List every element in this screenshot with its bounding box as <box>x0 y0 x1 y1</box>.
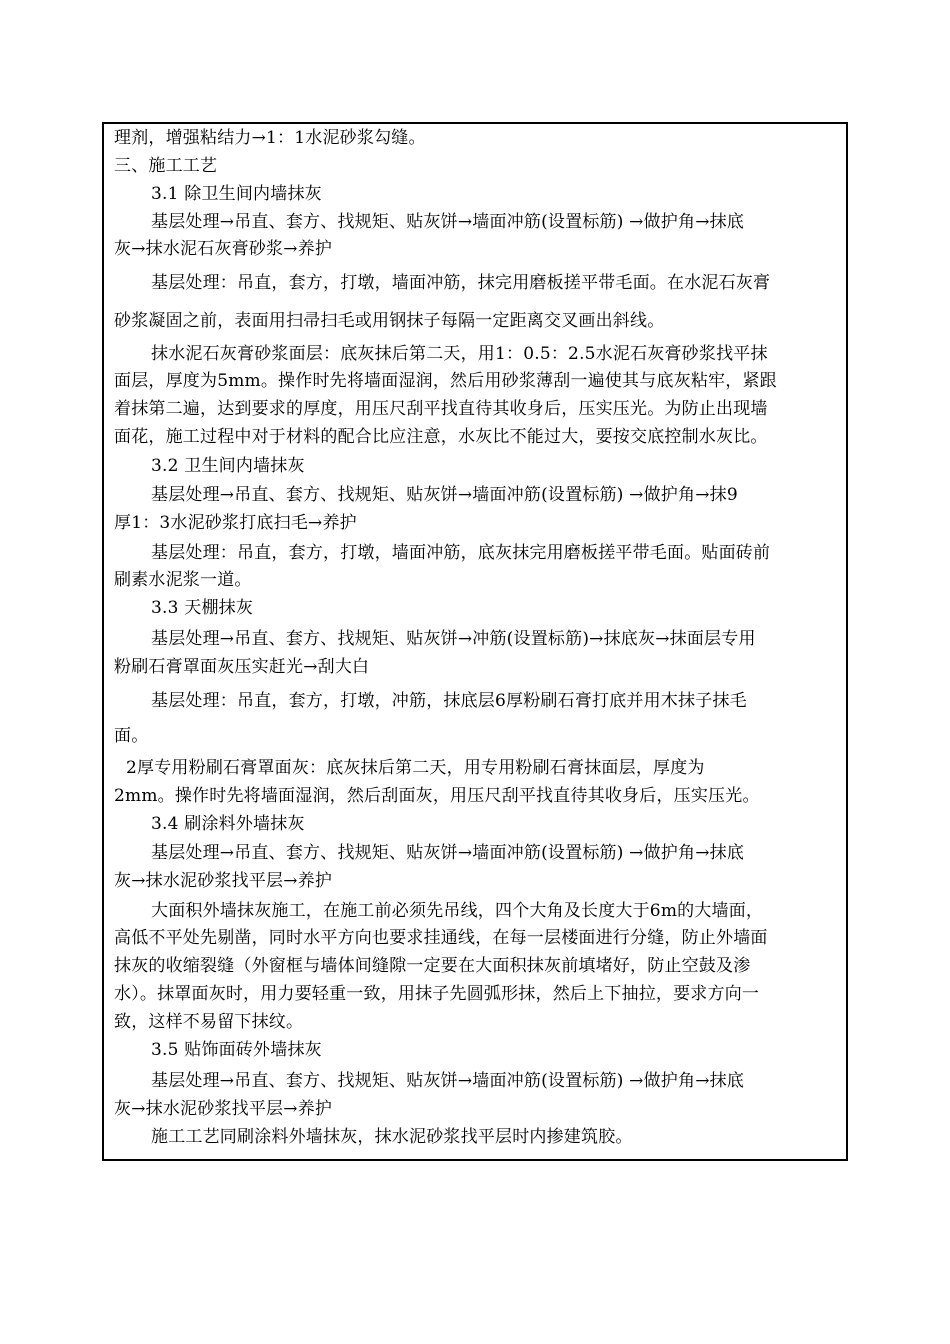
text-line: 砂浆凝固之前，表面用扫帚扫毛或用钢抹子每隔一定距离交叉画出斜线。 <box>114 311 665 331</box>
text-line: 施工工艺同刷涂料外墙抹灰，抹水泥砂浆找平层时内掺建筑胶。 <box>151 1127 633 1147</box>
text-line: 理剂，增强粘结力→1：1水泥砂浆勾缝。 <box>114 128 426 148</box>
text-line: 灰→抹水泥砂浆找平层→养护 <box>114 1099 333 1119</box>
section-heading: 三、施工工艺 <box>114 156 218 176</box>
text-line: 灰→抹水泥石灰膏砂浆→养护 <box>114 239 333 259</box>
text-line: 基层处理→吊直、套方、找规矩、贴灰饼→墙面冲筋(设置标筋) →做护角→抹底 <box>151 1071 745 1091</box>
text-line: 基层处理→吊直、套方、找规矩、贴灰饼→冲筋(设置标筋)→抹底灰→抹面层专用 <box>151 629 756 649</box>
text-line: 基层处理：吊直，套方，打墩，冲筋，抹底层6厚粉刷石膏打底并用木抹子抹毛 <box>151 691 747 711</box>
text-line: 高低不平处先剔凿，同时水平方向也要求挂通线，在每一层楼面进行分缝，防止外墙面 <box>114 928 768 948</box>
text-line: 致，这样不易留下抹纹。 <box>114 1012 304 1032</box>
text-line: 抹水泥石灰膏砂浆面层：底灰抹后第二天，用1：0.5：2.5水泥石灰膏砂浆找平抹 <box>151 344 768 364</box>
text-line: 粉刷石膏罩面灰压实赶光→刮大白 <box>114 657 370 677</box>
text-line: 基层处理→吊直、套方、找规矩、贴灰饼→墙面冲筋(设置标筋) →做护角→抹底 <box>151 212 745 232</box>
text-line: 2厚专用粉刷石膏罩面灰：底灰抹后第二天，用专用粉刷石膏抹面层，厚度为 <box>126 758 705 778</box>
text-line: 刷素水泥浆一道。 <box>114 570 252 590</box>
text-line: 基层处理→吊直、套方、找规矩、贴灰饼→墙面冲筋(设置标筋) →做护角→抹底 <box>151 843 745 863</box>
text-line: 水）。抹罩面灰时，用力要轻重一致，用抹子先圆弧形抹，然后上下抽拉，要求方向一 <box>114 984 760 1004</box>
text-line: 基层处理：吊直，套方，打墩，墙面冲筋，底灰抹完用磨板搓平带毛面。贴面砖前 <box>151 543 771 563</box>
text-line: 面层，厚度为5mm。操作时先将墙面湿润，然后用砂浆薄刮一遍使其与底灰粘牢，紧跟 <box>114 371 777 391</box>
document-frame <box>102 122 848 1161</box>
text-line: 面花，施工过程中对于材料的配合比应注意，水灰比不能过大，要按交底控制水灰比。 <box>114 427 768 447</box>
text-line: 2mm。操作时先将墙面湿润，然后刮面灰，用压尺刮平找直待其收身后，压实压光。 <box>114 786 760 806</box>
text-line: 基层处理：吊直，套方，打墩，墙面冲筋，抹完用磨板搓平带毛面。在水泥石灰膏 <box>151 273 771 293</box>
text-line: 着抹第二遍，达到要求的厚度，用压尺刮平找直待其收身后，压实压光。为防止出现墙 <box>114 399 768 419</box>
subsection-heading: 3.1 除卫生间内墙抹灰 <box>151 184 322 204</box>
text-line: 面。 <box>114 726 149 746</box>
subsection-heading: 3.3 天棚抹灰 <box>151 598 254 618</box>
text-line: 大面积外墙抹灰施工，在施工前必须先吊线，四个大角及长度大于6m的大墙面， <box>151 901 764 921</box>
text-line: 灰→抹水泥砂浆找平层→养护 <box>114 871 333 891</box>
subsection-heading: 3.2 卫生间内墙抹灰 <box>151 456 305 476</box>
text-line: 厚1：3水泥砂浆打底扫毛→养护 <box>114 513 357 533</box>
subsection-heading: 3.4 刷涂料外墙抹灰 <box>151 814 305 834</box>
subsection-heading: 3.5 贴饰面砖外墙抹灰 <box>151 1040 322 1060</box>
text-line: 基层处理→吊直、套方、找规矩、贴灰饼→墙面冲筋(设置标筋) →做护角→抹9 <box>151 485 738 505</box>
text-line: 抹灰的收缩裂缝（外窗框与墙体间缝隙一定要在大面积抹灰前填堵好，防止空鼓及渗 <box>114 956 751 976</box>
